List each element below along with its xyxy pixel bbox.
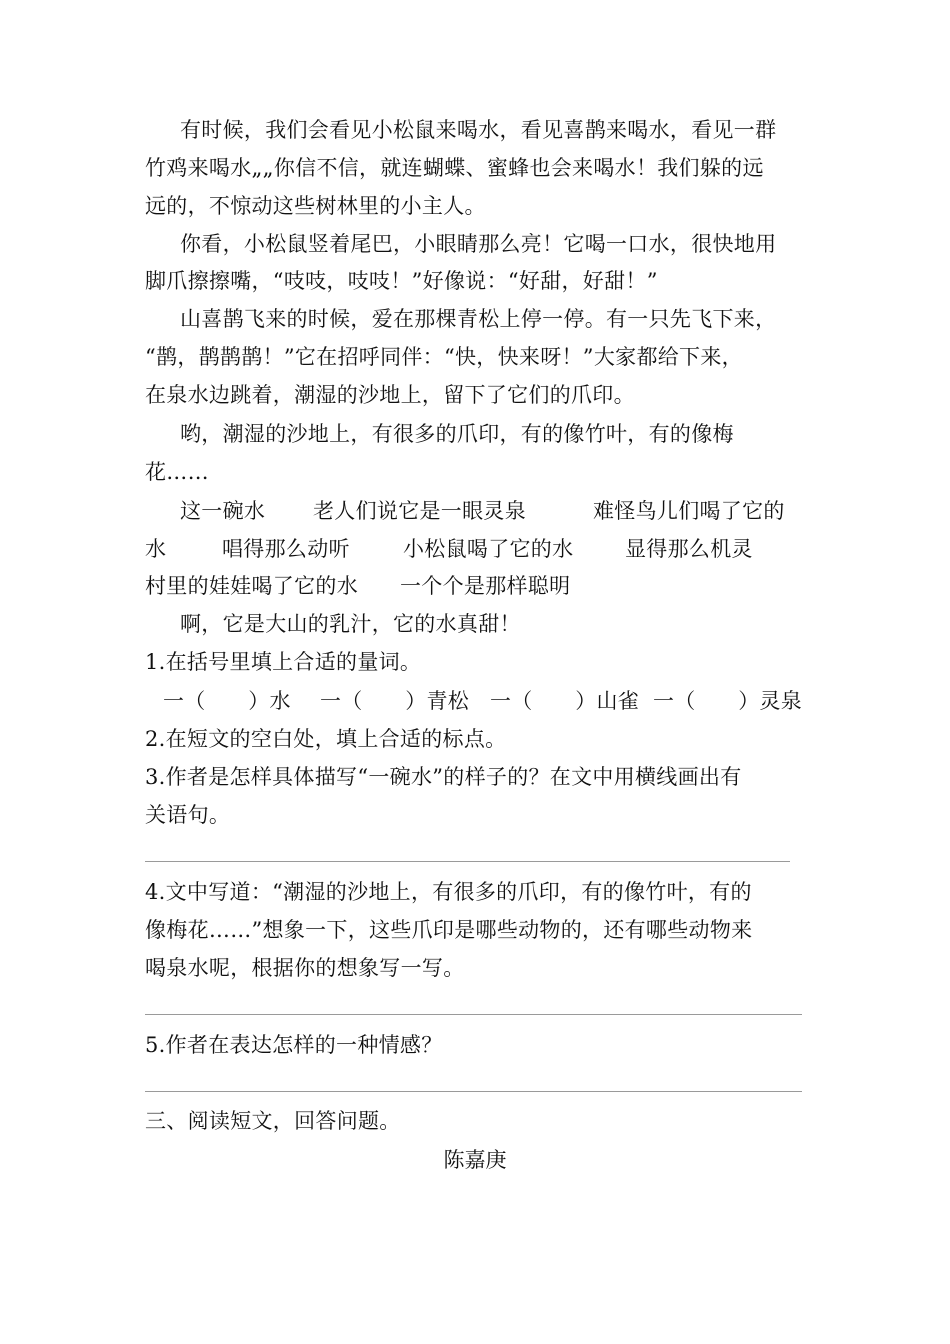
- verse-segment: 唱得那么动听: [222, 537, 350, 561]
- passage-line: 花……: [145, 460, 209, 484]
- passage-line: 你看，小松鼠竖着尾巴，小眼睛那么亮！它喝一口水，很快地用: [180, 232, 777, 256]
- question-5: 5.作者在表达怎样的一种情感？: [145, 1033, 443, 1057]
- verse-segment: 这一碗水: [180, 499, 266, 523]
- passage-line: “鹊，鹊鹊鹊！”它在招呼同伴：“快，快来呀！”大家都给下来，: [145, 345, 743, 369]
- passage-line: 哟，潮湿的沙地上，有很多的爪印，有的像竹叶，有的像梅: [180, 422, 734, 446]
- passage-line: 竹鸡来喝水„„你信不信，就连蝴蝶、蜜蜂也会来喝水！我们躲的远: [145, 156, 764, 180]
- measure-word-blank: 一（ ）山雀: [490, 689, 640, 713]
- verse-segment: 水: [145, 537, 167, 561]
- answer-line: [145, 861, 790, 862]
- passage-verse-line: [145, 496, 805, 526]
- passage-line: 啊，它是大山的乳汁，它的水真甜！: [180, 612, 521, 636]
- question-4-line: 像梅花……”想象一下，这些爪印是哪些动物的，还有哪些动物来: [145, 918, 753, 942]
- passage-line: 山喜鹊飞来的时候，爱在那棵青松上停一停。有一只先飞下来，: [180, 307, 777, 331]
- verse-segment: 小松鼠喝了它的水: [403, 537, 574, 561]
- question-2: 2.在短文的空白处，填上合适的标点。: [145, 727, 507, 751]
- passage-line: 远的，不惊动这些树林里的小主人。: [145, 194, 486, 218]
- verse-segment: 显得那么机灵: [625, 537, 753, 561]
- passage-line: 在泉水边跳着，潮湿的沙地上，留下了它们的爪印。: [145, 383, 635, 407]
- answer-line: [145, 1091, 802, 1092]
- question-4-line: 4.文中写道：“潮湿的沙地上，有很多的爪印，有的像竹叶，有的: [145, 880, 752, 904]
- question-1-prompt: 1.在括号里填上合适的量词。: [145, 650, 422, 674]
- passage-line: 脚爪擦擦嘴，“吱吱，吱吱！”好像说：“好甜，好甜！”: [145, 269, 658, 293]
- measure-word-blank: 一（ ）灵泉: [653, 689, 803, 713]
- answer-line: [145, 1014, 802, 1015]
- verse-segment: 村里的娃娃喝了它的水: [145, 574, 358, 598]
- section-3-article-title: 陈嘉庚: [443, 1148, 507, 1172]
- measure-word-blank: 一（ ）青松: [320, 689, 470, 713]
- question-3-line: 3.作者是怎样具体描写“一碗水”的样子的？在文中用横线画出有: [145, 765, 742, 789]
- section-3-heading: 三、阅读短文，回答问题。: [145, 1109, 401, 1133]
- verse-segment: 难怪鸟儿们喝了它的: [593, 499, 785, 523]
- question-1-blanks: [145, 686, 805, 716]
- verse-segment: 一个个是那样聪明: [400, 574, 571, 598]
- passage-verse-line: [145, 571, 805, 601]
- passage-line: 有时候，我们会看见小松鼠来喝水，看见喜鹊来喝水，看见一群: [180, 118, 777, 142]
- question-4-line: 喝泉水呢，根据你的想象写一写。: [145, 956, 465, 980]
- verse-segment: 老人们说它是一眼灵泉: [313, 499, 526, 523]
- measure-word-blank: 一（ ）水: [163, 689, 291, 713]
- passage-verse-line: [145, 534, 805, 564]
- question-3-line: 关语句。: [145, 803, 231, 827]
